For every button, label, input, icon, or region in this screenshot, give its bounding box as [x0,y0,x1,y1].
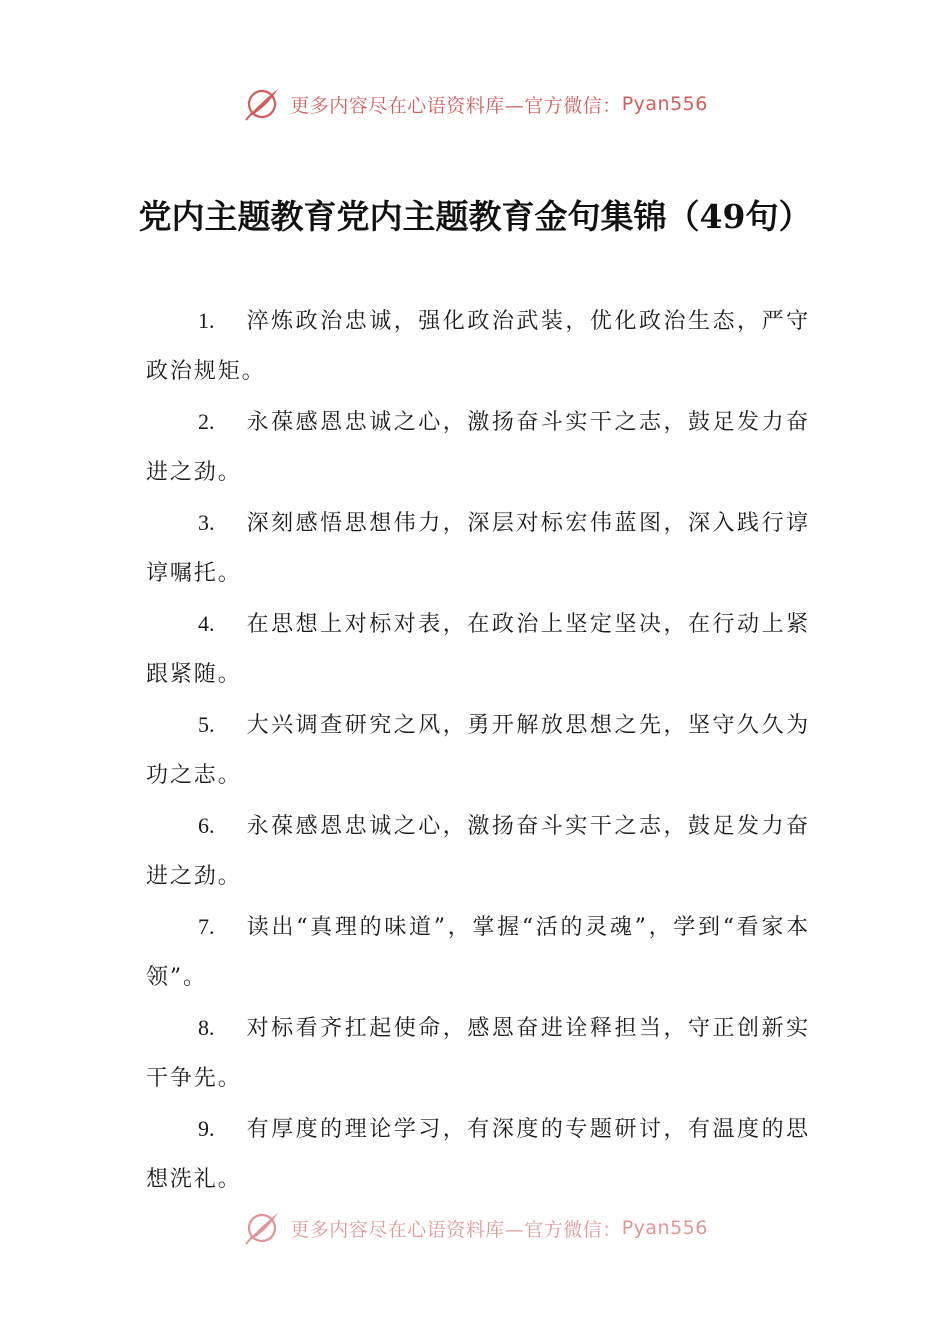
list-item [146,397,810,498]
item-number: 5. [198,712,215,737]
list-item [146,1003,810,1104]
item-text: 在思想上对标对表，在政治上坚定坚决，在行动上紧跟紧随。 [146,612,810,687]
watermark-text: 更多内容尽在心语资料库—官方微信： [290,1218,622,1241]
item-text: 读出“真理的味道”，掌握“活的灵魂”，学到“看家本领”。 [146,915,810,990]
list-item [146,801,810,902]
item-number: 3. [198,510,215,535]
item-number: 1. [198,308,215,333]
item-number: 9. [198,1116,215,1141]
item-number: 4. [198,611,215,636]
list-item [146,296,810,397]
list-item [146,1104,810,1205]
header-watermark [0,86,950,122]
list-item [146,599,810,700]
item-text: 淬炼政治忠诚，强化政治武装，优化政治生态，严守政治规矩。 [146,309,810,384]
watermark-text: 更多内容尽在心语资料库—官方微信： [290,94,622,117]
list-item [146,700,810,801]
watermark-wechat-id: Pyan556 [621,93,708,115]
item-number: 8. [198,1015,215,1040]
quill-logo-icon [242,86,282,122]
list-item [146,498,810,599]
item-number: 6. [198,813,215,838]
quote-list [146,296,810,1205]
item-number: 2. [198,409,215,434]
document-title: 党内主题教育党内主题教育金句集锦（49句） [138,197,812,236]
item-number: 7. [198,914,215,939]
item-text: 永葆感恩忠诚之心，激扬奋斗实干之志，鼓足发力奋进之劲。 [146,410,810,485]
list-item [146,902,810,1003]
item-text: 永葆感恩忠诚之心，激扬奋斗实干之志，鼓足发力奋进之劲。 [146,814,810,889]
footer-watermark [0,1210,950,1246]
item-text: 大兴调查研究之风，勇开解放思想之先，坚守久久为功之志。 [146,713,810,788]
quill-logo-icon [242,1210,282,1246]
item-text: 有厚度的理论学习，有深度的专题研讨，有温度的思想洗礼。 [146,1117,810,1192]
item-text: 对标看齐扛起使命，感恩奋进诠释担当，守正创新实干争先。 [146,1016,810,1091]
item-text: 深刻感悟思想伟力，深层对标宏伟蓝图，深入践行谆谆嘱托。 [146,511,810,586]
watermark-wechat-id: Pyan556 [621,1217,708,1239]
